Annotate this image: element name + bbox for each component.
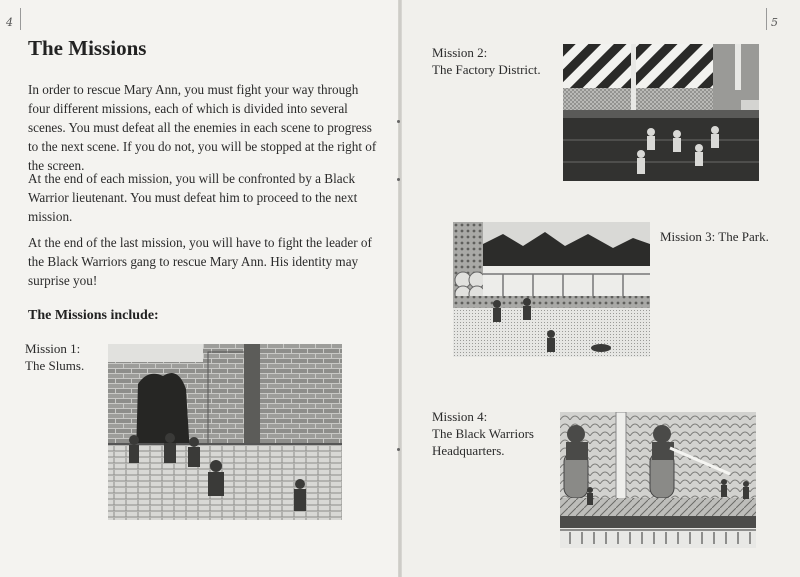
paragraph-intro: In order to rescue Mary Ann, you must fight your way through four different missions, each of which is divided into several scenes. You must defeat all the enemies in each scene to progress to the next scene. If you do not, you will be stopped at the right of the screen. (28, 82, 377, 173)
mission-4-name-line1: The Black Warriors (432, 426, 534, 441)
margin-mark (397, 120, 400, 123)
mission-4-name-line2: Headquarters. (432, 443, 505, 458)
paragraph-lieutenant: At the end of each mission, you will be confronted by a Black Warrior lieutenant. You must defeat him to proceed to the next mission. (28, 171, 358, 224)
mission-2-label: Mission 2: (432, 45, 488, 60)
paragraph-final-boss: At the end of the last mission, you will have to fight the leader of the Black Warriors gang to rescue Mary Ann. His identity may surprise you! (28, 235, 372, 288)
page-number-rule-left (20, 8, 21, 30)
mission-2-screenshot (563, 44, 759, 181)
mission-1-caption (25, 340, 84, 374)
margin-mark (397, 448, 400, 451)
page-number-right: 5 (771, 16, 778, 29)
page-number-left: 4 (6, 16, 13, 29)
mission-1-screenshot (108, 344, 342, 520)
mission-4-screenshot (560, 412, 756, 548)
page-number-rule-right (766, 8, 767, 30)
page-title: The Missions (28, 36, 147, 60)
mission-3-caption (660, 228, 769, 245)
mission-2-caption (432, 44, 541, 78)
missions-subheading: The Missions include: (28, 308, 159, 323)
mission-3-screenshot (453, 222, 650, 357)
mission-1-label: Mission 1: (25, 341, 81, 356)
mission-1-name: The Slums. (25, 358, 85, 373)
mission-2-name: The Factory District. (432, 62, 541, 77)
mission-4-label: Mission 4: (432, 409, 488, 424)
mission-4-caption (432, 408, 534, 459)
book-spine (398, 0, 402, 577)
margin-mark (397, 178, 400, 181)
mission-3-label: Mission 3: The Park. (660, 229, 769, 244)
